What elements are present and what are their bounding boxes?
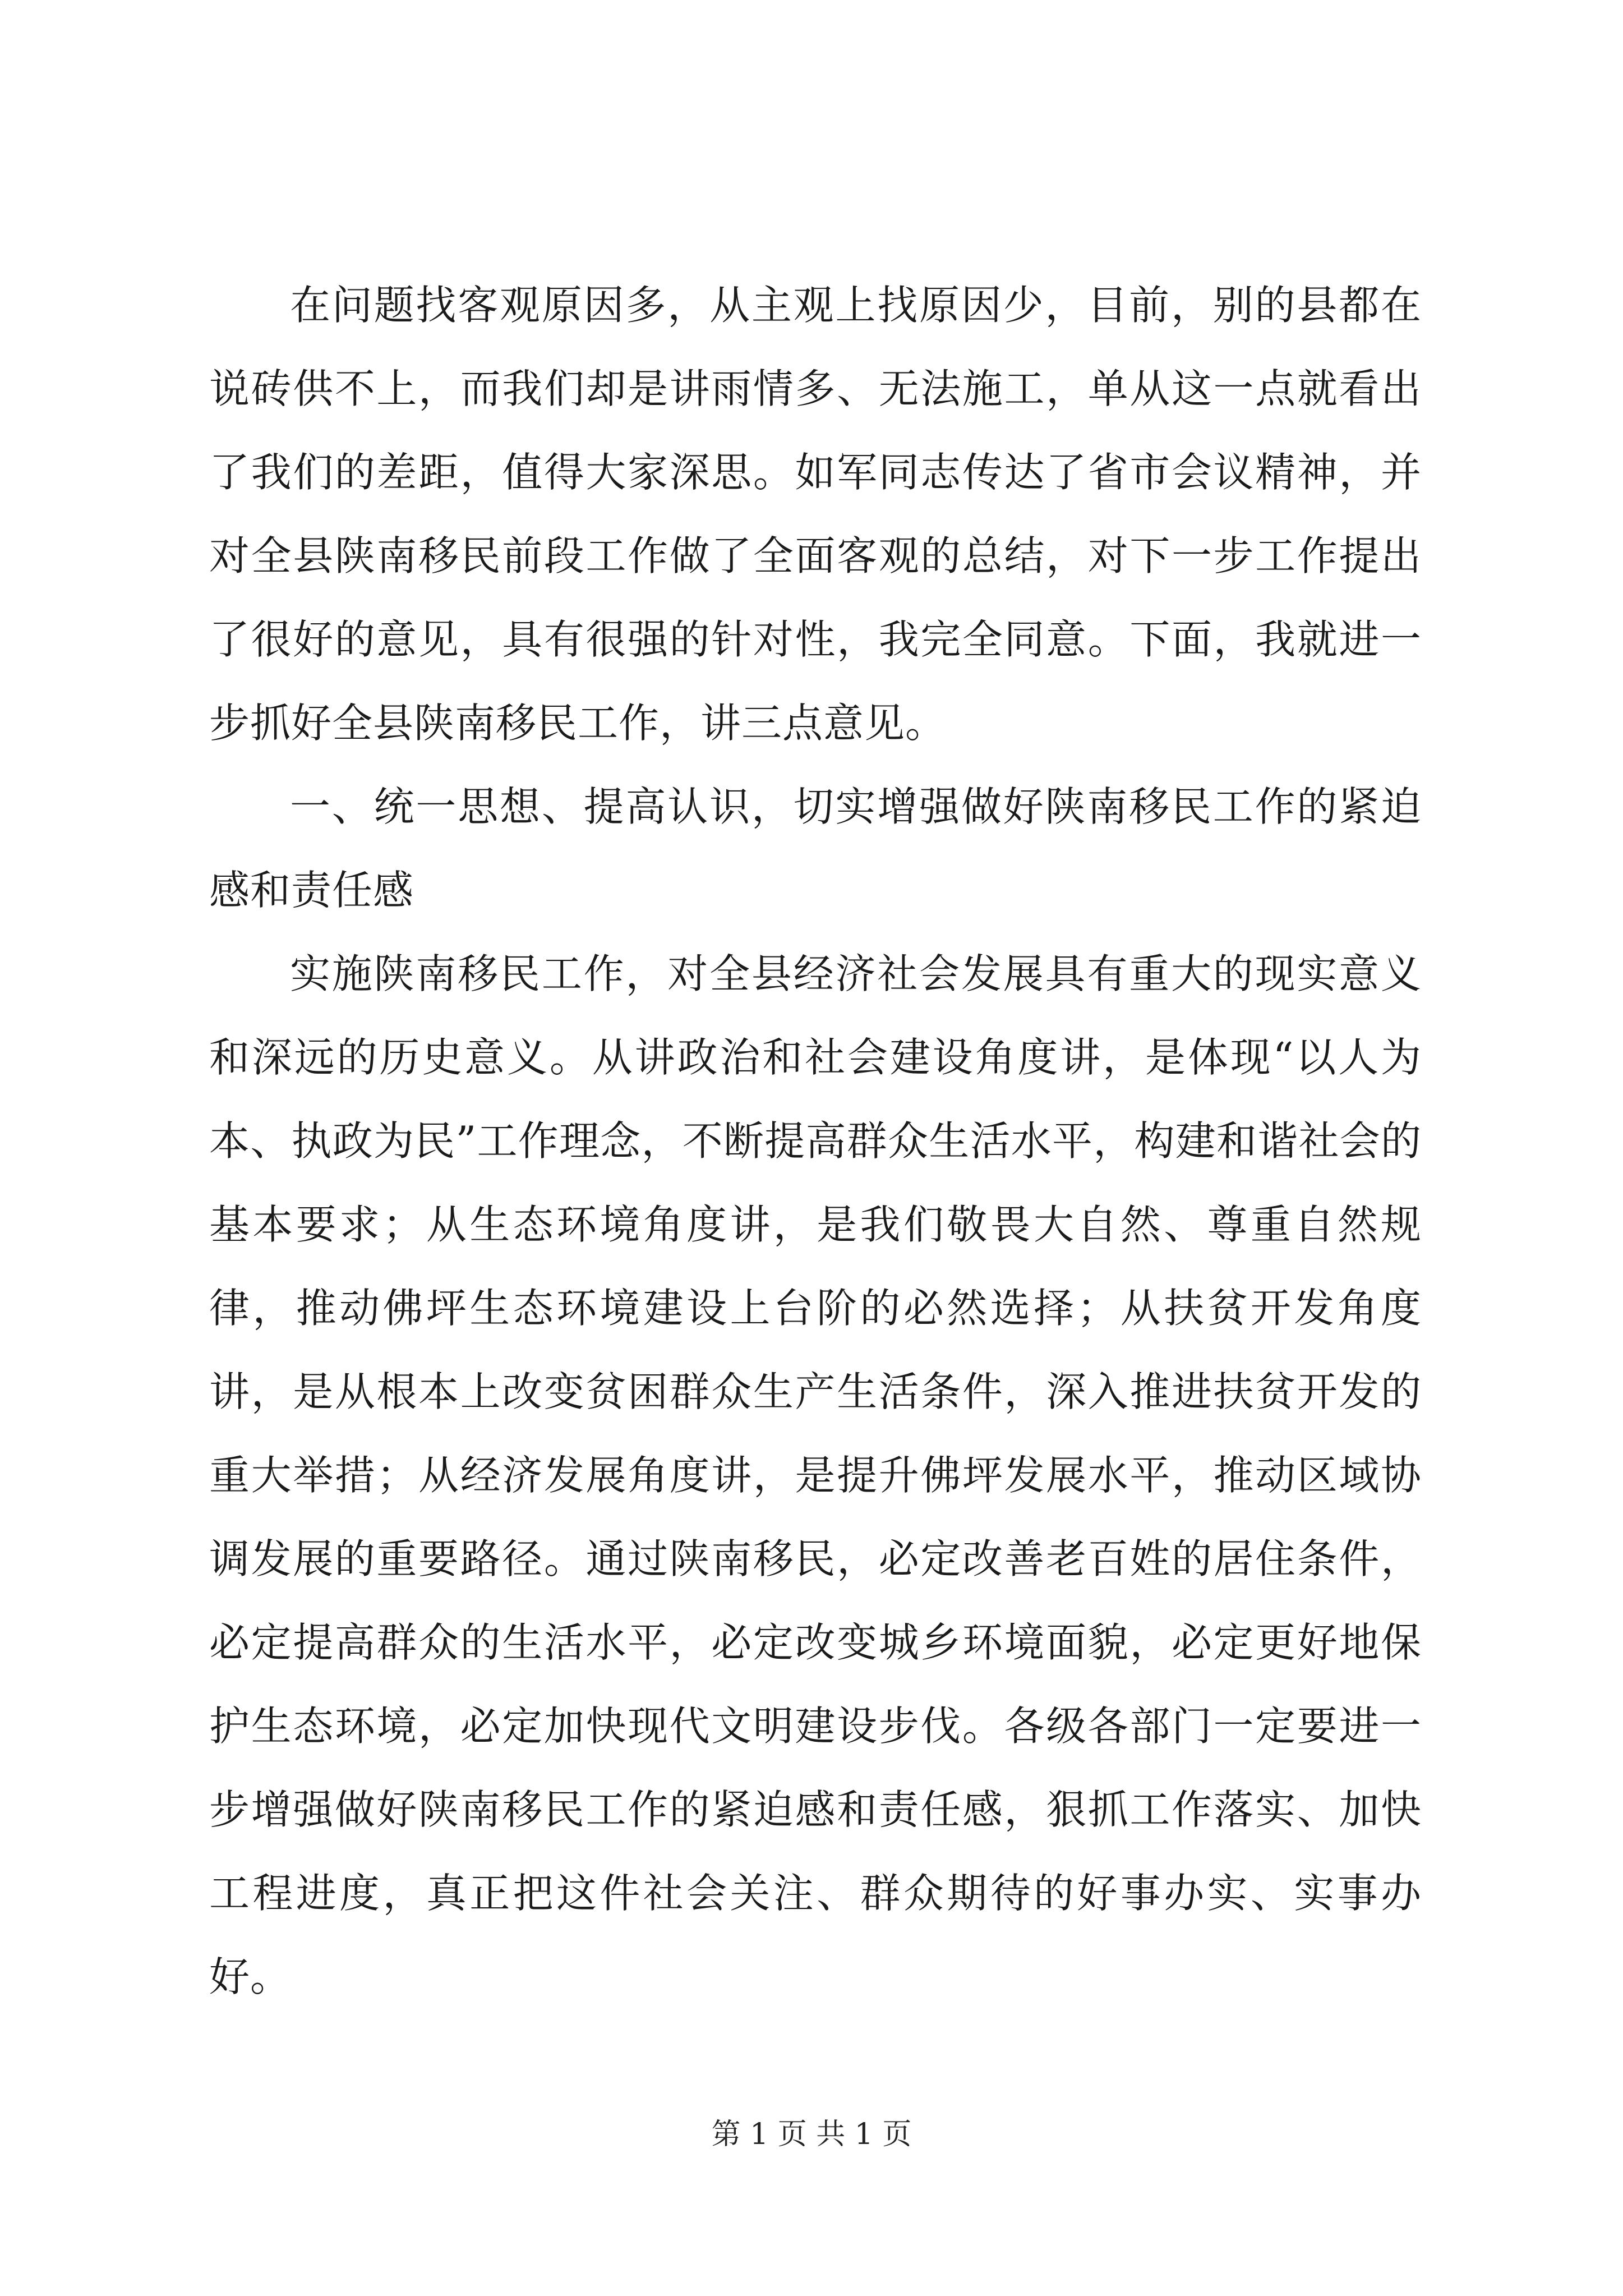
document-body: [209, 264, 1422, 2019]
section-heading-1: 一、统一思想、提高认识，切实增强做好陕南移民工作的紧迫感和责任感: [209, 783, 1422, 914]
paragraph-1: 在问题找客观原因多，从主观上找原因少，目前，别的县都在说砖供不上，而我们却是讲雨情多、无法施工，单从这一点就看出了我们的差距，值得大家深思。如军同志传达了省市会议精神，并对全县陕南移民前段工作做了全面客观的总结，对下一步工作提出了很好的意见，具有很强的针对性，我完全同意。下面，我就进一步抓好全县陕南移民工作，讲三点意见。: [209, 282, 1422, 747]
page-footer: 第 1 页 共 1 页: [711, 2118, 912, 2151]
paragraph-2: 实施陕南移民工作，对全县经济社会发展具有重大的现实意义和深远的历史意义。从讲政治和社会建设角度讲，是体现“以人为本、执政为民”工作理念，不断提高群众生活水平，构建和谐社会的基本要求；从生态环境角度讲，是我们敬畏大自然、尊重自然规律，推动佛坪生态环境建设上台阶的必然选择；从扶贫开发角度讲，是从根本上改变贫困群众生产生活条件，深入推进扶贫开发的重大举措；从经济发展角度讲，是提升佛坪发展水平，推动区域协调发展的重要路径。通过陕南移民，必定改善老百姓的居住条件，必定提高群众的生活水平，必定改变城乡环境面貌，必定更好地保护生态环境，必定加快现代文明建设步伐。各级各部门一定要进一步增强做好陕南移民工作的紧迫感和责任感，狠抓工作落实、加快工程进度，真正把这件社会关注、群众期待的好事办实、实事办好。: [209, 950, 1422, 2000]
